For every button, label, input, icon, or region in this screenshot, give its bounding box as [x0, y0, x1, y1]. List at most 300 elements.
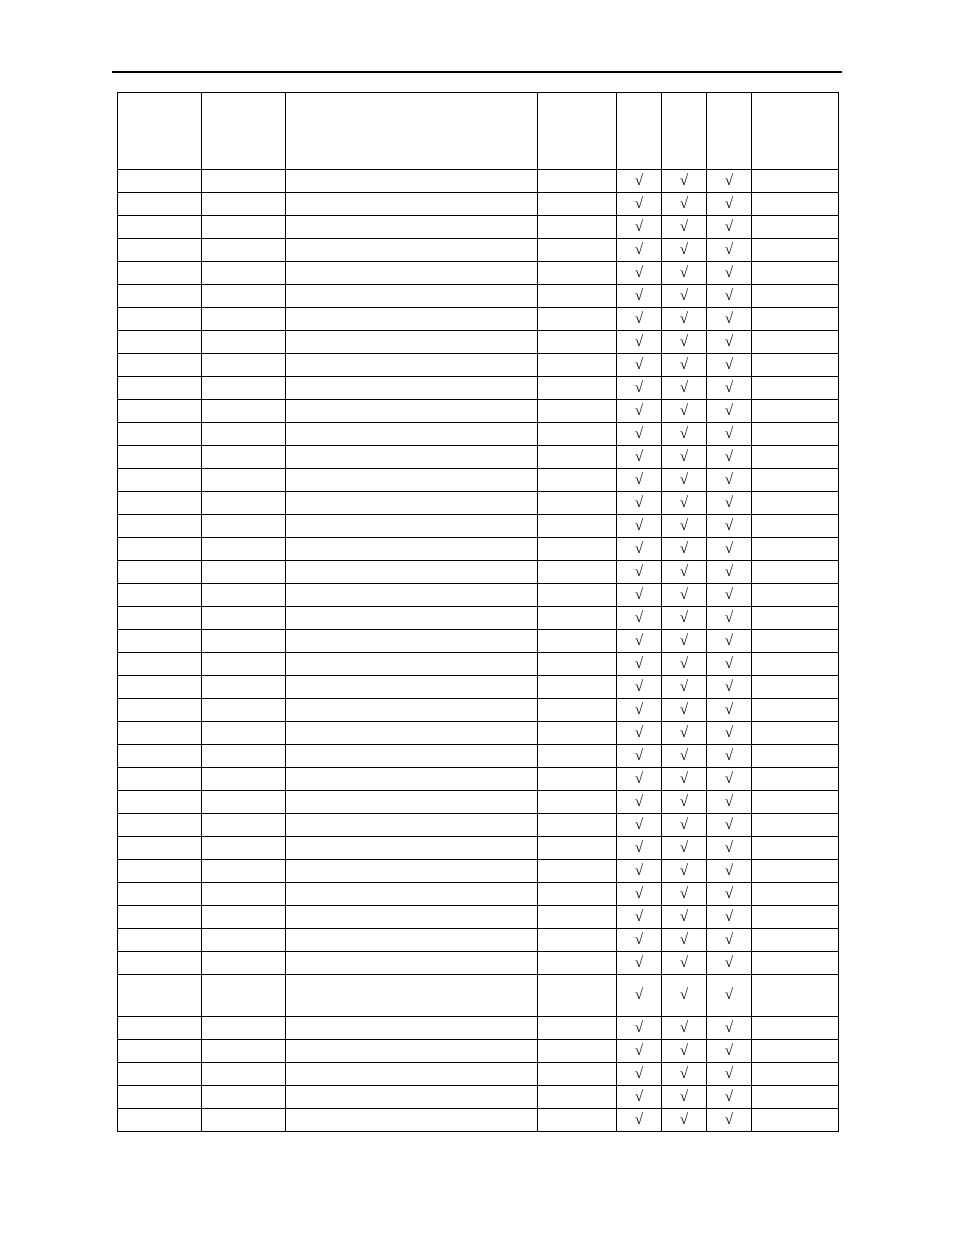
header-cell [202, 93, 286, 170]
table-row [118, 837, 839, 860]
table-cell [286, 469, 538, 492]
table-cell [752, 377, 839, 400]
table-cell [286, 1040, 538, 1063]
check-mark-cell: √ [707, 860, 752, 883]
table-cell [202, 538, 286, 561]
table-cell [752, 630, 839, 653]
table-cell [202, 929, 286, 952]
table-cell [118, 768, 202, 791]
table-cell [752, 860, 839, 883]
table-cell [202, 1086, 286, 1109]
table-cell [118, 377, 202, 400]
table-cell [202, 469, 286, 492]
check-mark-cell: √ [617, 492, 662, 515]
table-cell [752, 216, 839, 239]
table-cell [752, 814, 839, 837]
table-cell [538, 469, 617, 492]
table-cell [538, 216, 617, 239]
table-cell [752, 469, 839, 492]
table-cell [202, 1063, 286, 1086]
check-mark-cell: √ [662, 814, 707, 837]
table-row [118, 699, 839, 722]
table-cell [538, 768, 617, 791]
table-cell [286, 308, 538, 331]
table-cell [538, 975, 617, 1017]
check-mark-cell: √ [617, 561, 662, 584]
check-mark-cell: √ [707, 929, 752, 952]
table-cell [752, 446, 839, 469]
table-cell [752, 676, 839, 699]
table-row [118, 814, 839, 837]
check-mark-cell: √ [617, 929, 662, 952]
table-cell [538, 883, 617, 906]
check-mark-cell: √ [662, 1040, 707, 1063]
check-mark-cell: √ [707, 1086, 752, 1109]
check-mark-cell: √ [707, 469, 752, 492]
table-cell [202, 561, 286, 584]
checklist-table [117, 92, 839, 1132]
table-cell [202, 814, 286, 837]
table-row [118, 400, 839, 423]
table-cell [118, 791, 202, 814]
check-mark-cell: √ [707, 446, 752, 469]
table-cell [538, 745, 617, 768]
table-cell [538, 423, 617, 446]
table-cell [118, 515, 202, 538]
check-mark-cell: √ [662, 676, 707, 699]
table-cell [202, 446, 286, 469]
check-mark-cell: √ [707, 331, 752, 354]
table-row [118, 515, 839, 538]
check-mark-cell: √ [617, 699, 662, 722]
table-cell [538, 1017, 617, 1040]
table-cell [118, 929, 202, 952]
check-mark-cell: √ [617, 607, 662, 630]
table-cell [202, 1017, 286, 1040]
table-cell [118, 1017, 202, 1040]
check-mark-cell: √ [707, 699, 752, 722]
table-cell [202, 400, 286, 423]
check-mark-cell: √ [707, 1040, 752, 1063]
check-mark-cell: √ [617, 400, 662, 423]
check-mark-cell: √ [617, 952, 662, 975]
table-cell [538, 791, 617, 814]
table-cell [538, 584, 617, 607]
table-cell [538, 538, 617, 561]
table-cell [752, 515, 839, 538]
check-mark-cell: √ [617, 1040, 662, 1063]
table-cell [286, 883, 538, 906]
table-cell [286, 653, 538, 676]
table-cell [118, 906, 202, 929]
table-cell [286, 538, 538, 561]
table-cell [202, 239, 286, 262]
table-cell [202, 377, 286, 400]
check-mark-cell: √ [662, 607, 707, 630]
table-cell [202, 354, 286, 377]
check-mark-cell: √ [617, 975, 662, 1017]
check-mark-cell: √ [662, 791, 707, 814]
table-cell [752, 170, 839, 193]
table-cell [286, 285, 538, 308]
check-mark-cell: √ [617, 1086, 662, 1109]
table-cell [118, 538, 202, 561]
check-mark-cell: √ [662, 331, 707, 354]
table-cell [286, 584, 538, 607]
table-cell [286, 676, 538, 699]
table-cell [538, 515, 617, 538]
check-mark-cell: √ [617, 469, 662, 492]
table-cell [752, 1109, 839, 1132]
table-cell [202, 285, 286, 308]
table-cell [752, 768, 839, 791]
table-cell [286, 745, 538, 768]
check-mark-cell: √ [662, 446, 707, 469]
check-mark-cell: √ [662, 538, 707, 561]
table-cell [538, 400, 617, 423]
check-mark-cell: √ [617, 1063, 662, 1086]
table-cell [286, 262, 538, 285]
check-mark-cell: √ [707, 423, 752, 446]
check-mark-cell: √ [617, 446, 662, 469]
table-cell [752, 354, 839, 377]
table-row [118, 676, 839, 699]
table-cell [118, 308, 202, 331]
check-mark-cell: √ [662, 699, 707, 722]
table-row [118, 653, 839, 676]
check-mark-cell: √ [707, 308, 752, 331]
table-row [118, 1063, 839, 1086]
table-cell [286, 515, 538, 538]
check-mark-cell: √ [617, 538, 662, 561]
check-mark-cell: √ [617, 791, 662, 814]
table-cell [118, 492, 202, 515]
table-cell [118, 722, 202, 745]
check-mark-cell: √ [617, 285, 662, 308]
table-cell [118, 676, 202, 699]
table-row [118, 469, 839, 492]
check-mark-cell: √ [617, 584, 662, 607]
check-mark-cell: √ [707, 216, 752, 239]
table-cell [118, 331, 202, 354]
table-cell [538, 446, 617, 469]
header-cell [118, 93, 202, 170]
check-mark-cell: √ [662, 239, 707, 262]
table-cell [118, 653, 202, 676]
check-mark-cell: √ [617, 768, 662, 791]
table-cell [118, 699, 202, 722]
table-cell [752, 400, 839, 423]
check-mark-cell: √ [707, 676, 752, 699]
check-mark-cell: √ [662, 860, 707, 883]
table-cell [538, 170, 617, 193]
check-mark-cell: √ [707, 515, 752, 538]
table-cell [118, 883, 202, 906]
check-mark-cell: √ [662, 400, 707, 423]
check-mark-cell: √ [662, 308, 707, 331]
table-cell [118, 860, 202, 883]
table-cell [752, 1086, 839, 1109]
table-cell [202, 837, 286, 860]
check-mark-cell: √ [662, 515, 707, 538]
table-cell [538, 285, 617, 308]
table-cell [202, 1040, 286, 1063]
table-cell [118, 1063, 202, 1086]
check-mark-cell: √ [707, 883, 752, 906]
check-mark-cell: √ [707, 745, 752, 768]
check-mark-cell: √ [617, 354, 662, 377]
check-mark-cell: √ [707, 791, 752, 814]
table-cell [202, 791, 286, 814]
table-cell [286, 814, 538, 837]
table-row [118, 791, 839, 814]
table-cell [752, 285, 839, 308]
check-mark-cell: √ [617, 837, 662, 860]
table-cell [752, 584, 839, 607]
table-cell [538, 561, 617, 584]
table-cell [286, 722, 538, 745]
table-cell [538, 1040, 617, 1063]
header-cell [617, 93, 662, 170]
check-mark-cell: √ [707, 837, 752, 860]
table-cell [538, 952, 617, 975]
table-row [118, 239, 839, 262]
check-mark-cell: √ [617, 377, 662, 400]
table-row [118, 607, 839, 630]
table-cell [118, 1109, 202, 1132]
table-cell [202, 423, 286, 446]
table-cell [538, 699, 617, 722]
check-mark-cell: √ [617, 193, 662, 216]
table-cell [118, 814, 202, 837]
table-cell [538, 653, 617, 676]
table-cell [286, 354, 538, 377]
check-mark-cell: √ [662, 285, 707, 308]
table-cell [538, 492, 617, 515]
check-mark-cell: √ [662, 653, 707, 676]
check-mark-cell: √ [707, 1109, 752, 1132]
check-mark-cell: √ [707, 653, 752, 676]
table-cell [202, 515, 286, 538]
check-mark-cell: √ [707, 377, 752, 400]
check-mark-cell: √ [617, 170, 662, 193]
check-mark-cell: √ [662, 469, 707, 492]
table-cell [286, 630, 538, 653]
table-cell [286, 768, 538, 791]
table-cell [538, 308, 617, 331]
table-cell [752, 722, 839, 745]
table-cell [286, 837, 538, 860]
table-cell [118, 1040, 202, 1063]
table-cell [118, 584, 202, 607]
check-mark-cell: √ [662, 906, 707, 929]
table-row [118, 1109, 839, 1132]
table-cell [202, 1109, 286, 1132]
table-cell [202, 952, 286, 975]
check-mark-cell: √ [617, 722, 662, 745]
table-cell [752, 1063, 839, 1086]
check-mark-cell: √ [707, 285, 752, 308]
table-cell [752, 239, 839, 262]
check-mark-cell: √ [662, 193, 707, 216]
table-row [118, 975, 839, 1017]
table-cell [286, 607, 538, 630]
table-cell [752, 423, 839, 446]
table-row [118, 193, 839, 216]
table-cell [118, 400, 202, 423]
table-row [118, 492, 839, 515]
table-cell [286, 1086, 538, 1109]
header-cell [662, 93, 707, 170]
table-cell [538, 262, 617, 285]
table-cell [286, 860, 538, 883]
table-cell [286, 446, 538, 469]
check-mark-cell: √ [707, 607, 752, 630]
check-mark-cell: √ [617, 423, 662, 446]
check-mark-cell: √ [662, 216, 707, 239]
table-row [118, 354, 839, 377]
table-cell [202, 699, 286, 722]
table-row [118, 745, 839, 768]
table-cell [202, 768, 286, 791]
check-mark-cell: √ [617, 814, 662, 837]
check-mark-cell: √ [662, 1086, 707, 1109]
table-cell [202, 860, 286, 883]
check-mark-cell: √ [707, 814, 752, 837]
table-cell [118, 423, 202, 446]
table-cell [286, 216, 538, 239]
table-cell [118, 216, 202, 239]
header-rule [112, 71, 842, 73]
table-cell [752, 193, 839, 216]
check-mark-cell: √ [707, 1017, 752, 1040]
check-mark-cell: √ [617, 1109, 662, 1132]
table-cell [202, 331, 286, 354]
check-mark-cell: √ [662, 768, 707, 791]
header-cell [286, 93, 538, 170]
table-cell [286, 1109, 538, 1132]
table-cell [202, 630, 286, 653]
table-cell [538, 607, 617, 630]
check-mark-cell: √ [617, 1017, 662, 1040]
check-mark-cell: √ [662, 354, 707, 377]
table-cell [286, 791, 538, 814]
table-cell [538, 722, 617, 745]
check-mark-cell: √ [707, 561, 752, 584]
check-mark-cell: √ [707, 722, 752, 745]
table-row [118, 1086, 839, 1109]
check-mark-cell: √ [662, 1063, 707, 1086]
header-cell [707, 93, 752, 170]
table-row [118, 377, 839, 400]
check-mark-cell: √ [707, 952, 752, 975]
check-mark-cell: √ [662, 170, 707, 193]
check-mark-cell: √ [707, 584, 752, 607]
table-row [118, 929, 839, 952]
table-cell [118, 607, 202, 630]
table-cell [202, 607, 286, 630]
table-cell [286, 239, 538, 262]
table-cell [752, 492, 839, 515]
check-mark-cell: √ [662, 630, 707, 653]
table-cell [538, 377, 617, 400]
table-cell [538, 676, 617, 699]
table-cell [118, 193, 202, 216]
table-cell [202, 975, 286, 1017]
table-cell [752, 1040, 839, 1063]
table-cell [202, 883, 286, 906]
check-mark-cell: √ [662, 423, 707, 446]
header-cell [752, 93, 839, 170]
check-mark-cell: √ [617, 262, 662, 285]
table-cell [752, 906, 839, 929]
table-cell [752, 538, 839, 561]
table-cell [202, 492, 286, 515]
table-row [118, 423, 839, 446]
table-row [118, 722, 839, 745]
check-mark-cell: √ [707, 975, 752, 1017]
table-cell [118, 1086, 202, 1109]
table-cell [202, 722, 286, 745]
table-cell [118, 630, 202, 653]
check-mark-cell: √ [707, 1063, 752, 1086]
table-cell [118, 469, 202, 492]
table-cell [118, 745, 202, 768]
table-cell [286, 929, 538, 952]
table-cell [286, 975, 538, 1017]
check-mark-cell: √ [662, 584, 707, 607]
table-cell [538, 1109, 617, 1132]
check-mark-cell: √ [707, 354, 752, 377]
check-mark-cell: √ [707, 262, 752, 285]
table-row [118, 262, 839, 285]
table-header-row [118, 93, 839, 170]
table-cell [752, 308, 839, 331]
table-cell [752, 561, 839, 584]
table-row [118, 860, 839, 883]
table-row [118, 1017, 839, 1040]
table-row [118, 308, 839, 331]
table-cell [752, 929, 839, 952]
table-cell [752, 883, 839, 906]
check-mark-cell: √ [662, 975, 707, 1017]
table-cell [752, 1017, 839, 1040]
table-cell [538, 193, 617, 216]
table-cell [286, 699, 538, 722]
table-cell [118, 262, 202, 285]
table-cell [118, 446, 202, 469]
check-mark-cell: √ [707, 492, 752, 515]
check-mark-cell: √ [662, 745, 707, 768]
table-cell [202, 906, 286, 929]
table-cell [286, 423, 538, 446]
table-cell [538, 814, 617, 837]
table-cell [752, 952, 839, 975]
table-row [118, 561, 839, 584]
table-cell [202, 193, 286, 216]
table-cell [538, 1063, 617, 1086]
check-mark-cell: √ [707, 239, 752, 262]
table-cell [286, 952, 538, 975]
table-row [118, 630, 839, 653]
table-cell [118, 952, 202, 975]
table-cell [286, 377, 538, 400]
table-cell [538, 239, 617, 262]
table-cell [286, 906, 538, 929]
table-row [118, 170, 839, 193]
table-cell [202, 584, 286, 607]
check-mark-cell: √ [707, 906, 752, 929]
